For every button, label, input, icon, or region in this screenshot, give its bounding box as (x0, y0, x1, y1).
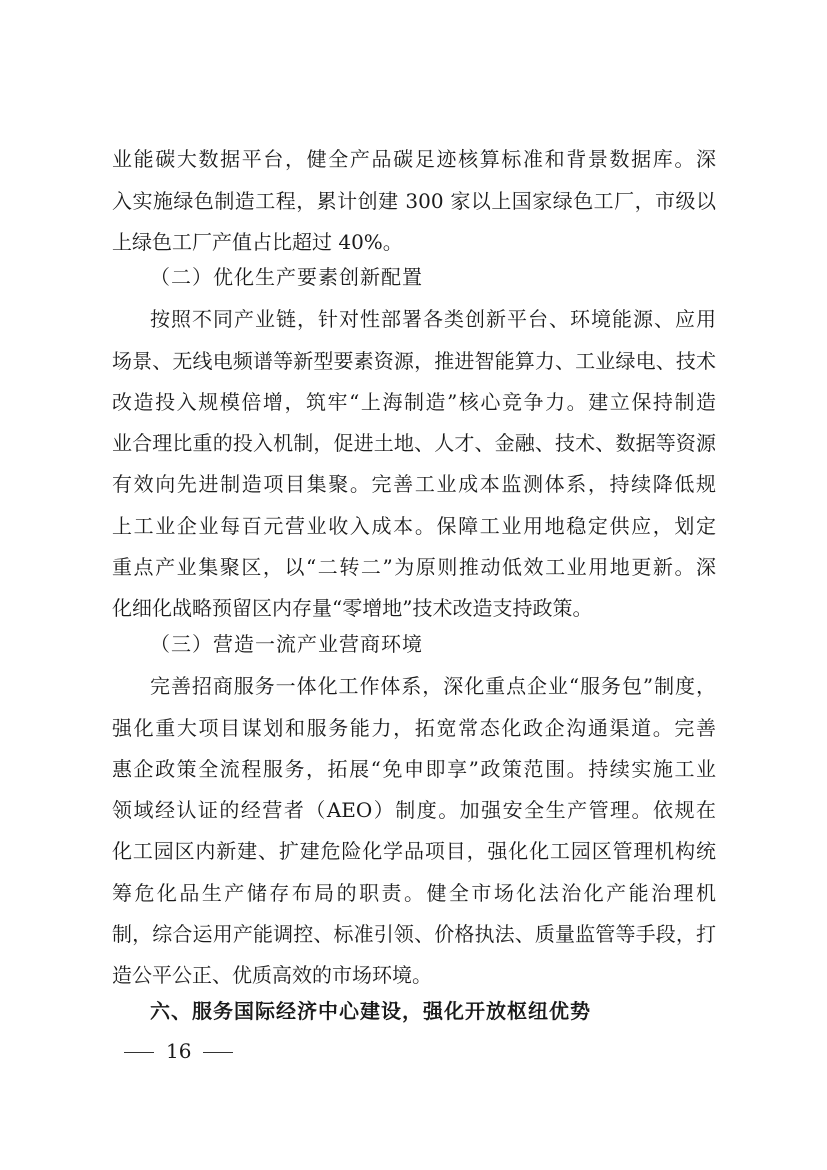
footer-dash-right (203, 1052, 233, 1053)
body-line: 改造投入规模倍增，筑牢“上海制造”核心竞争力。建立保持制造 (112, 390, 716, 414)
body-line: 按照不同产业链，针对性部署各类创新平台、环境能源、应用 (150, 307, 716, 331)
body-line: 上绿色工厂产值占比超过 40%。 (112, 230, 403, 254)
page-footer (112, 1036, 245, 1066)
body-line: 场景、无线电频谱等新型要素资源，推进智能算力、工业绿电、技术 (112, 349, 716, 373)
body-line: 化细化战略预留区内存量“零增地”技术改造支持政策。 (112, 596, 593, 620)
body-line: 筹危化品生产储存布局的职责。健全市场化法治化产能治理机 (112, 881, 716, 905)
footer-dash-left (124, 1052, 154, 1053)
body-line: 重点产业集聚区，以“二转二”为原则推动低效工业用地更新。深 (112, 555, 716, 579)
body-line: 入实施绿色制造工程，累计创建 300 家以上国家绿色工厂，市级以 (112, 189, 716, 213)
section-heading: （二）优化生产要素创新配置 (150, 265, 423, 289)
body-line: 化工园区内新建、扩建危险化学品项目，强化化工园区管理机构统 (112, 839, 716, 863)
section-heading: （三）营造一流产业营商环境 (150, 632, 423, 656)
chapter-heading: 六、服务国际经济中心建设，强化开放枢纽优势 (150, 999, 591, 1023)
page-number: 16 (166, 1039, 192, 1063)
body-line: 业合理比重的投入机制，促进土地、人才、金融、技术、数据等资源 (112, 431, 716, 455)
body-line: 有效向先进制造项目集聚。完善工业成本监测体系，持续降低规 (112, 472, 716, 496)
body-line: 领域经认证的经营者（AEO）制度。加强安全生产管理。依规在 (112, 798, 716, 822)
body-line: 业能碳大数据平台，健全产品碳足迹核算标准和背景数据库。深 (112, 147, 716, 171)
body-line: 造公平公正、优质高效的市场环境。 (112, 963, 432, 987)
body-line: 完善招商服务一体化工作体系，深化重点企业“服务包”制度， (150, 674, 716, 698)
body-line: 惠企政策全流程服务，拓展“免申即享”政策范围。持续实施工业 (112, 757, 716, 781)
body-line: 制，综合运用产能调控、标准引领、价格执法、质量监管等手段，打 (112, 922, 716, 946)
body-line: 强化重大项目谋划和服务能力，拓宽常态化政企沟通渠道。完善 (112, 716, 716, 740)
body-line: 上工业企业每百元营业收入成本。保障工业用地稳定供应，划定 (112, 514, 716, 538)
